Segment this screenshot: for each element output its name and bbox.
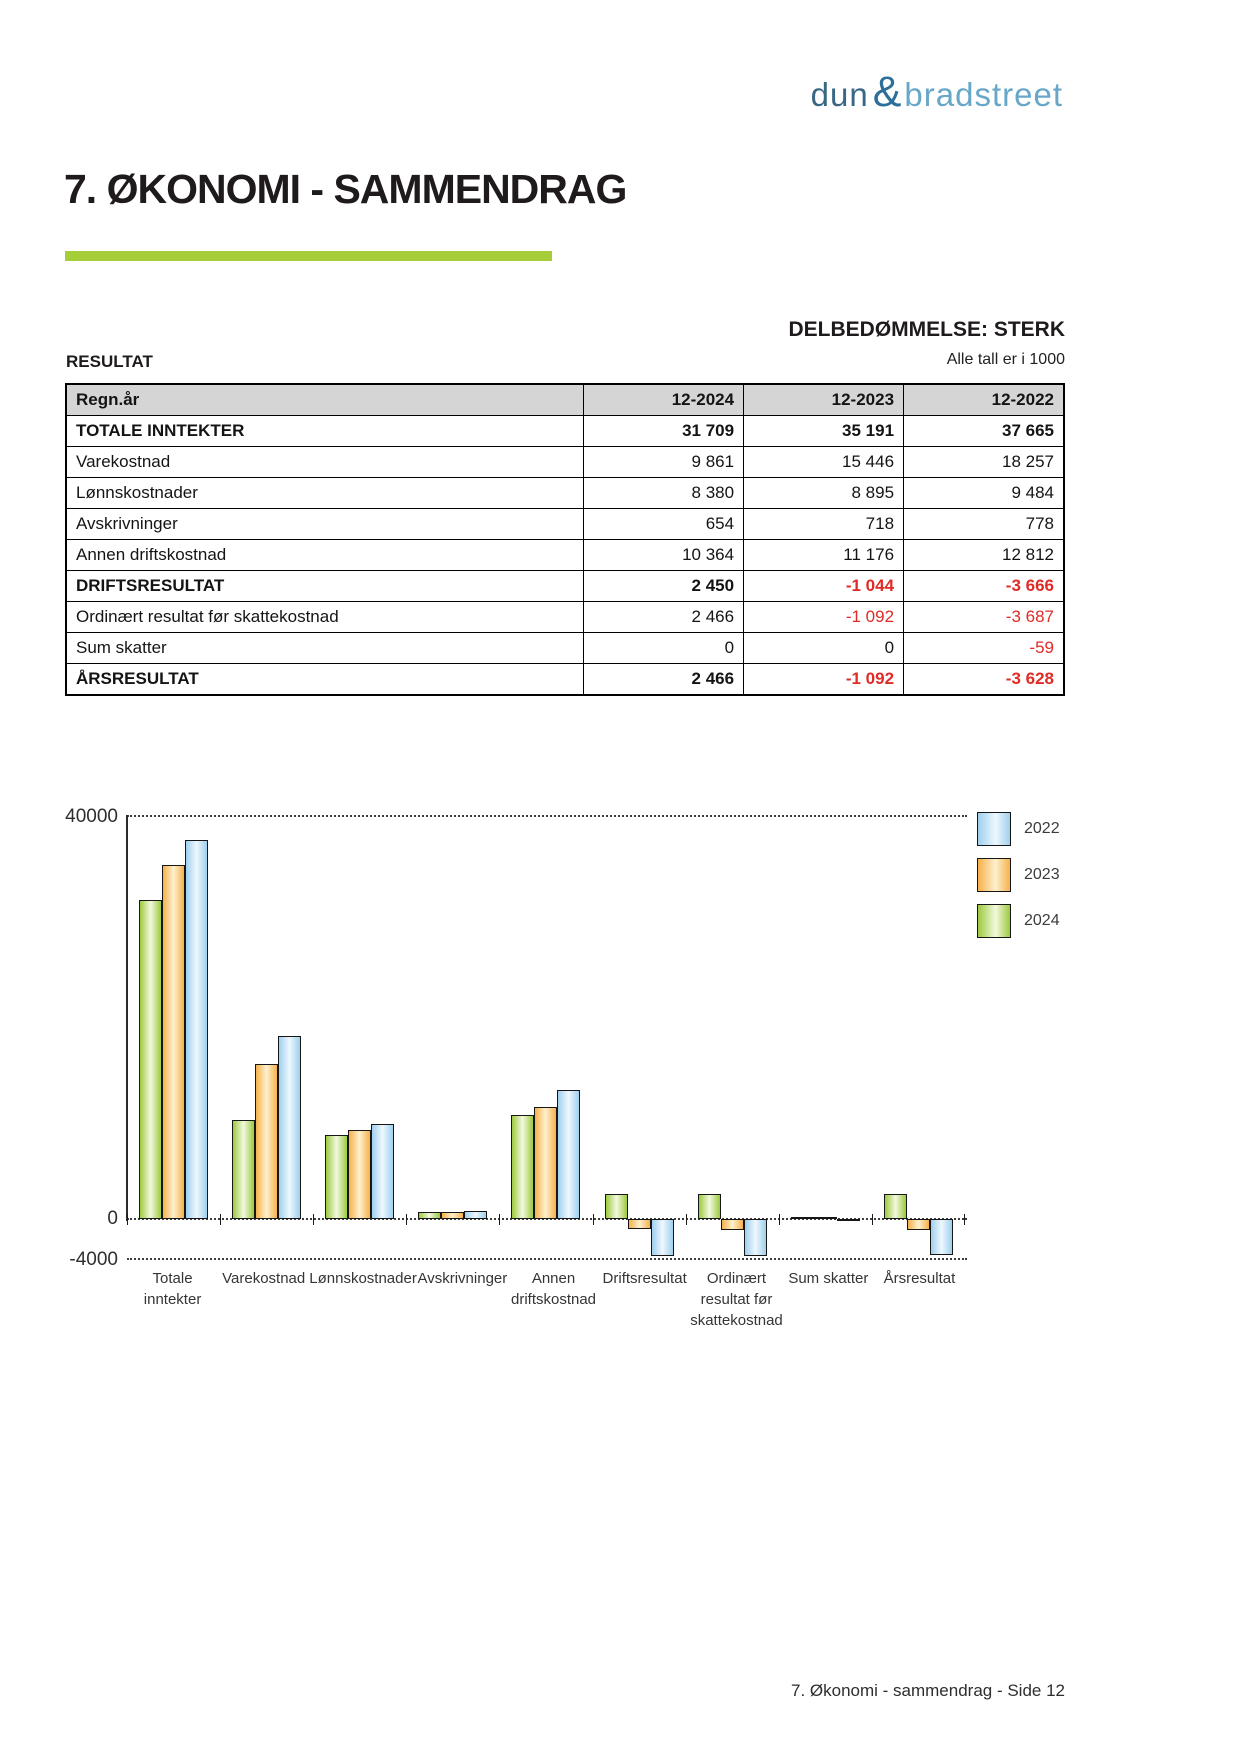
bar-2024: [698, 1194, 721, 1219]
bar-2022: [930, 1219, 953, 1255]
chart-legend: [977, 812, 1060, 938]
column-header-2024: 12-2024: [584, 384, 744, 416]
value-cell: -1 092: [744, 602, 904, 633]
bar-2024: [605, 1194, 628, 1219]
category-label-line: Driftsresultat: [602, 1270, 687, 1287]
bar-group: [872, 817, 965, 1260]
x-axis-tick: [499, 1214, 500, 1225]
value-cell: 0: [744, 633, 904, 664]
row-label-cell: Sum skatter: [66, 633, 584, 664]
bar-2023: [907, 1219, 930, 1230]
value-cell: 18 257: [904, 447, 1064, 478]
x-axis-tick: [964, 1214, 965, 1225]
category-label-line: Sum skatter: [788, 1270, 869, 1287]
table-row: [66, 478, 1064, 509]
value-cell: 11 176: [744, 540, 904, 571]
bar-2023: [721, 1219, 744, 1230]
bar-2022: [185, 840, 208, 1219]
category-label-line: Totale: [152, 1270, 193, 1287]
value-cell: 0: [584, 633, 744, 664]
bar-2022: [464, 1211, 487, 1219]
assessment-heading: DELBEDØMMELSE: STERK: [788, 318, 1065, 341]
bar-2023: [628, 1219, 651, 1229]
bar-2022: [837, 1219, 860, 1221]
category-label: [690, 1268, 783, 1331]
value-cell: 2 450: [584, 571, 744, 602]
bar-2023: [814, 1217, 837, 1219]
category-label-line: resultat før: [700, 1291, 773, 1308]
x-axis-tick: [593, 1214, 594, 1225]
category-label-line: Varekostnad: [222, 1270, 306, 1287]
legend-item: [977, 904, 1060, 938]
value-cell: 35 191: [744, 416, 904, 447]
category-label: [309, 1268, 417, 1331]
bar-2023: [441, 1212, 464, 1219]
section-label: RESULTAT: [66, 352, 153, 371]
table-row: [66, 664, 1064, 696]
page-title: 7. ØKONOMI - SAMMENDRAG: [64, 166, 627, 212]
category-label: [783, 1268, 874, 1331]
bar-group: [220, 817, 313, 1260]
row-label-cell: Lønnskostnader: [66, 478, 584, 509]
table-row: [66, 447, 1064, 478]
bar-2024: [325, 1135, 348, 1219]
value-cell: 8 895: [744, 478, 904, 509]
gridline-minus4000: [127, 1258, 967, 1260]
value-cell: 9 861: [584, 447, 744, 478]
logo-text-bradstreet: bradstreet: [904, 76, 1063, 113]
y-axis-line: [126, 815, 128, 1221]
value-cell: 718: [744, 509, 904, 540]
gridline-40000: [127, 815, 967, 817]
table-row: [66, 509, 1064, 540]
bar-2022: [744, 1219, 767, 1256]
bar-group: [406, 817, 499, 1260]
value-cell: -1 044: [744, 571, 904, 602]
row-label-cell: DRIFTSRESULTAT: [66, 571, 584, 602]
category-label-line: Ordinært: [706, 1270, 767, 1287]
value-cell: 778: [904, 509, 1064, 540]
green-title-rule: [65, 251, 552, 261]
table-row: [66, 571, 1064, 602]
logo-text-dun: dun: [810, 76, 869, 113]
row-label-cell: Varekostnad: [66, 447, 584, 478]
value-cell: 10 364: [584, 540, 744, 571]
bar-2022: [651, 1219, 674, 1256]
category-label-line: Årsresultat: [883, 1270, 956, 1287]
value-cell: 37 665: [904, 416, 1064, 447]
bar-2024: [418, 1212, 441, 1219]
row-label-cell: Annen driftskostnad: [66, 540, 584, 571]
value-cell: -3 687: [904, 602, 1064, 633]
legend-label: 2024: [1024, 912, 1060, 929]
category-label: [127, 1268, 218, 1331]
value-cell: 2 466: [584, 602, 744, 633]
row-label-cell: ÅRSRESULTAT: [66, 664, 584, 696]
value-cell: -1 092: [744, 664, 904, 696]
value-cell: 654: [584, 509, 744, 540]
legend-swatch-2022: [977, 812, 1011, 846]
bar-2023: [255, 1064, 278, 1219]
results-table: [65, 383, 1065, 696]
results-table-head: [66, 384, 1064, 416]
category-label-line: Avskrivninger: [417, 1270, 508, 1287]
bar-group: [686, 817, 779, 1260]
bar-2023: [348, 1130, 371, 1219]
x-axis-tick: [406, 1214, 407, 1225]
value-cell: -3 666: [904, 571, 1064, 602]
x-axis-tick: [313, 1214, 314, 1225]
category-label: [417, 1268, 508, 1331]
category-label: [218, 1268, 309, 1331]
bar-group: [499, 817, 592, 1260]
x-axis-tick: [127, 1214, 128, 1225]
category-label: [874, 1268, 965, 1331]
bar-2022: [557, 1090, 580, 1219]
category-label: [599, 1268, 690, 1331]
x-axis-tick: [220, 1214, 221, 1225]
row-label-cell: TOTALE INNTEKTER: [66, 416, 584, 447]
chart-plot: [127, 817, 965, 1260]
value-cell: 9 484: [904, 478, 1064, 509]
bar-2023: [162, 865, 185, 1219]
x-axis-tick: [779, 1214, 780, 1225]
category-label-line: skattekostnad: [690, 1312, 783, 1329]
legend-swatch-2024: [977, 904, 1011, 938]
bar-group: [779, 817, 872, 1260]
row-label-cell: Ordinært resultat før skattekostnad: [66, 602, 584, 633]
x-axis-tick: [872, 1214, 873, 1225]
category-label-line: Lønnskostnader: [309, 1270, 417, 1287]
table-row: [66, 633, 1064, 664]
category-label: [508, 1268, 599, 1331]
page-footer: 7. Økonomi - sammendrag - Side 12: [790, 1681, 1065, 1700]
value-cell: 8 380: [584, 478, 744, 509]
bar-2024: [139, 900, 162, 1219]
value-cell: 12 812: [904, 540, 1064, 571]
value-cell: -59: [904, 633, 1064, 664]
bar-group: [127, 817, 220, 1260]
results-table-body: [66, 416, 1064, 696]
y-axis-tick-0: 0: [107, 1208, 118, 1229]
y-axis-tick-minus4000: -4000: [69, 1249, 118, 1270]
legend-label: 2023: [1024, 866, 1060, 883]
column-header-2023: 12-2023: [744, 384, 904, 416]
bar-2023: [534, 1107, 557, 1219]
bar-2024: [232, 1120, 255, 1219]
y-axis-tick-40000: 40000: [65, 806, 118, 827]
value-cell: -3 628: [904, 664, 1064, 696]
legend-swatch-2023: [977, 858, 1011, 892]
row-label-cell: Avskrivninger: [66, 509, 584, 540]
bar-2022: [278, 1036, 301, 1219]
bar-2024: [791, 1217, 814, 1219]
table-row: [66, 416, 1064, 447]
legend-item: [977, 858, 1060, 892]
category-label-line: inntekter: [143, 1291, 202, 1308]
gridline-0: [127, 1218, 967, 1220]
chart-category-labels: [127, 1268, 965, 1331]
value-cell: 2 466: [584, 664, 744, 696]
legend-item: [977, 812, 1060, 846]
category-label-line: driftskostnad: [510, 1291, 597, 1308]
bar-2024: [511, 1115, 534, 1219]
column-header-regnar: Regn.år: [66, 384, 584, 416]
value-cell: 15 446: [744, 447, 904, 478]
x-axis-tick: [686, 1214, 687, 1225]
value-cell: 31 709: [584, 416, 744, 447]
legend-label: 2022: [1024, 820, 1060, 837]
table-row: [66, 540, 1064, 571]
dun-bradstreet-logo: dun & bradstreet: [810, 68, 1063, 116]
bar-2022: [371, 1124, 394, 1219]
bar-group: [313, 817, 406, 1260]
bar-group: [593, 817, 686, 1260]
table-row: [66, 602, 1064, 633]
table-header-row: [66, 384, 1064, 416]
bar-2024: [884, 1194, 907, 1219]
column-header-2022: 12-2022: [904, 384, 1064, 416]
units-note: Alle tall er i 1000: [946, 351, 1065, 368]
category-label-line: Annen: [531, 1270, 576, 1287]
